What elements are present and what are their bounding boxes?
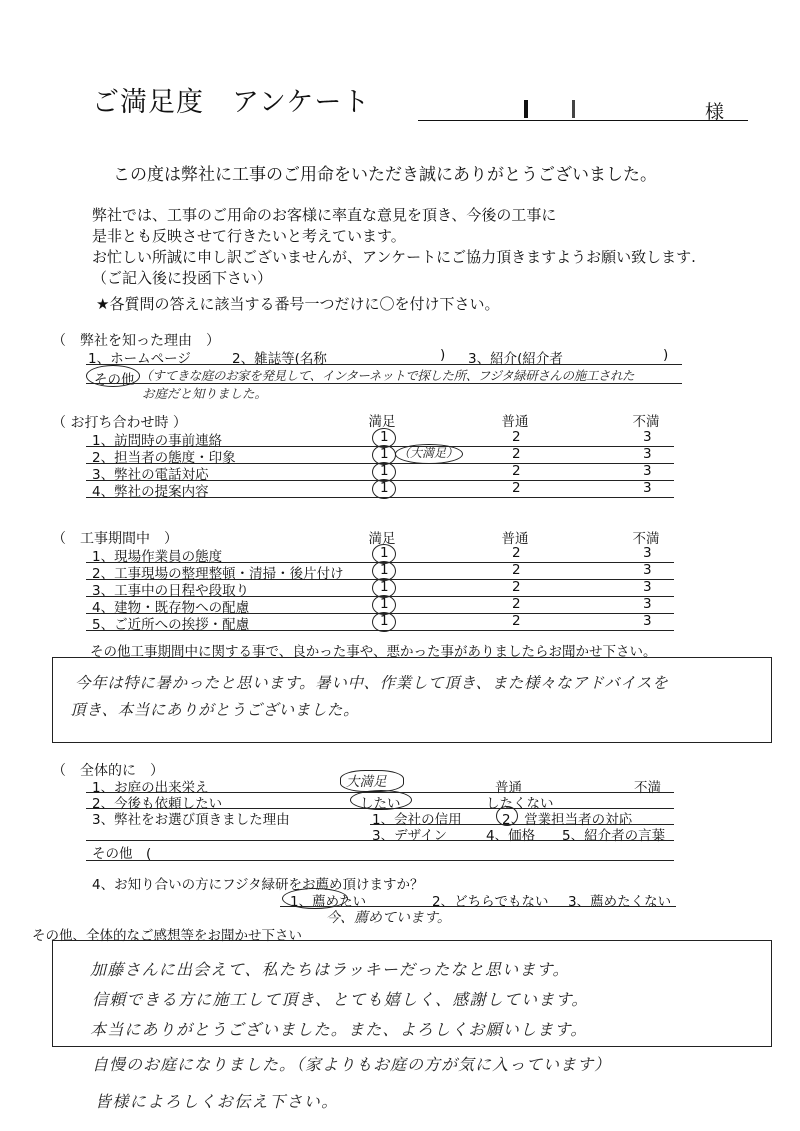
rating-3[interactable]: 3	[643, 446, 652, 462]
row-underline	[86, 840, 674, 841]
handwritten-rating: 大満足	[346, 774, 387, 790]
reason-text: 、営業担当者の対応	[510, 812, 633, 828]
rating-2[interactable]: 2	[512, 429, 521, 445]
page-title: ご満足度 アンケート	[92, 87, 371, 118]
overall-row-label: 1、お庭の出来栄え	[92, 780, 209, 796]
honorific-label: 様	[705, 101, 725, 123]
option-other[interactable]: その他	[94, 372, 135, 388]
section-heading-overall: （ 全体的に ）	[52, 763, 164, 779]
construction-row-label: 2、工事現場の整理整頓・清掃・後片付け	[92, 566, 344, 582]
rating-3[interactable]: 3	[643, 545, 652, 561]
instruction-text: ★各質問の答えに該当する番号一つだけに〇を付け下さい。	[96, 295, 500, 313]
col-normal: 普通	[501, 531, 529, 547]
request-again-yes[interactable]: したい	[360, 796, 401, 812]
reason-number: 2	[502, 812, 511, 828]
request-again-no[interactable]: したくない	[486, 796, 554, 812]
rating-3[interactable]: 3	[643, 596, 652, 612]
col-satisfied: 満足	[368, 531, 396, 547]
rating-2[interactable]: 2	[512, 480, 521, 496]
meeting-row-label: 4、弊社の提案内容	[92, 484, 209, 500]
construction-row-label: 3、工事中の日程や段取り	[92, 583, 250, 599]
handwritten-comment: 今年は特に暑かったと思います。暑い中、作業して頂き、また様々なアドバイスを	[75, 674, 669, 692]
reason-option[interactable]: 4、価格	[486, 828, 536, 844]
option-referral[interactable]: 3、紹介(紹介者	[468, 351, 563, 367]
rating-2[interactable]: 2	[512, 596, 521, 612]
rating-3[interactable]: 3	[643, 562, 652, 578]
paren-close: )	[440, 347, 446, 363]
row-underline	[86, 383, 682, 384]
section-heading-meeting: （ お打ち合わせ時 ）	[52, 415, 187, 431]
selected-circle	[340, 770, 404, 792]
col-unsatisfied: 不満	[632, 414, 660, 430]
rating-1[interactable]: 1	[380, 579, 389, 595]
rating-3[interactable]: 3	[643, 579, 652, 595]
recommend-option[interactable]: 2、どちらでもない	[432, 894, 549, 910]
col-unsatisfied: 不満	[632, 531, 660, 547]
handwritten-recommend: 今、薦めています。	[326, 910, 451, 926]
section-heading-how-found: （ 弊社を知った理由 ）	[52, 333, 220, 349]
handwritten-extra: 自慢のお庭になりました。（家よりもお庭の方が気に入っています）	[92, 1055, 612, 1074]
other-label: その他 (	[92, 846, 152, 862]
note-circle	[395, 444, 463, 464]
rating-1[interactable]: 1	[380, 480, 389, 496]
handwritten-comment: 頂き、本当にありがとうございました。	[70, 701, 360, 719]
rating-3[interactable]: 3	[643, 463, 652, 479]
reason-option[interactable]: 5、紹介者の言葉	[562, 828, 666, 844]
rating-2[interactable]: 2	[512, 579, 521, 595]
rating-3[interactable]: 3	[643, 429, 652, 445]
rating-1[interactable]: 1	[380, 463, 389, 479]
recommend-question: 4、お知り合いの方にフジタ緑研をお薦め頂けますか？	[92, 877, 424, 893]
handwritten-final: 加藤さんに出会えて、私たちはラッキーだったなと思います。	[90, 960, 570, 979]
paren-close: )	[663, 347, 669, 363]
rating-1[interactable]: 1	[380, 429, 389, 445]
overall-row-label: 3、弊社をお選び頂きました理由	[92, 812, 290, 828]
meeting-row-label: 2、担当者の態度・印象	[92, 450, 236, 466]
handwritten-final: 本当にありがとうございました。また、よろしくお願いします。	[90, 1020, 588, 1039]
rating-3[interactable]: 3	[643, 613, 652, 629]
thanks-line: この度は弊社に工事のご用命をいただき誠にありがとうございました。	[113, 165, 657, 185]
rating-2[interactable]: 2	[512, 613, 521, 629]
handwritten-final: 信頼できる方に施工して頂き、とても嬉しく、感謝しています。	[92, 990, 589, 1009]
handwritten-extra: 皆様によろしくお伝え下さい。	[95, 1092, 339, 1111]
overall-row-label: 2、今後も依頼したい	[92, 796, 223, 812]
rating-2[interactable]: 2	[512, 463, 521, 479]
handwritten-reason-cont: お庭だと知りました。	[142, 386, 268, 401]
meeting-row-label: 1、訪問時の事前連絡	[92, 433, 223, 449]
customer-name-line	[418, 120, 748, 121]
row-underline	[86, 860, 674, 861]
meeting-row-label: 3、弊社の電話対応	[92, 467, 209, 483]
rating-1[interactable]: 1	[380, 446, 389, 462]
comment-prompt: その他工事期間中に関する事で、良かった事や、悪かった事がありましたらお聞かせ下さい。	[90, 644, 657, 660]
construction-row-label: 1、現場作業員の態度	[92, 549, 223, 565]
reason-option[interactable]: 3、デザイン	[372, 828, 448, 844]
rating-1[interactable]: 1	[380, 613, 389, 629]
selected-circle	[372, 612, 396, 632]
intro-line: お忙しい所誠に申し訳ございませんが、アンケートにご協力頂きますようお願い致します.	[92, 248, 696, 266]
construction-row-label: 4、建物・既存物への配慮	[92, 600, 250, 616]
overall-unsatisfied[interactable]: 不満	[634, 780, 661, 796]
selected-circle	[350, 790, 412, 810]
handwritten-note: （大満足）	[398, 446, 459, 460]
option-magazine[interactable]: 2、雑誌等(名称	[232, 351, 327, 367]
recommend-option[interactable]: 3、薦めたくない	[568, 894, 672, 910]
rating-2[interactable]: 2	[512, 562, 521, 578]
col-satisfied: 満足	[368, 414, 396, 430]
col-normal: 普通	[501, 414, 529, 430]
row-underline	[86, 364, 682, 365]
final-prompt: その他、全体的なご感想等をお聞かせ下さい	[32, 928, 302, 944]
rating-1[interactable]: 1	[380, 562, 389, 578]
rating-3[interactable]: 3	[643, 480, 652, 496]
intro-line: （ご記入後に投函下さい）	[92, 269, 273, 287]
rating-1[interactable]: 1	[380, 545, 389, 561]
selected-circle	[372, 479, 396, 499]
section-heading-construction: （ 工事期間中 ）	[52, 531, 178, 547]
rating-2[interactable]: 2	[512, 545, 521, 561]
rating-1[interactable]: 1	[380, 596, 389, 612]
reason-option[interactable]: 1、会社の信用	[372, 812, 462, 828]
recommend-option[interactable]: 1、薦めたい	[290, 894, 367, 910]
intro-line: 是非とも反映させて行きたいと考えています。	[92, 227, 406, 245]
intro-line: 弊社では、工事のご用命のお客様に率直な意見を頂き、今後の工事に	[92, 206, 557, 224]
construction-row-label: 5、ご近所への挨拶・配慮	[92, 617, 250, 633]
intro-text	[92, 205, 696, 289]
rating-2[interactable]: 2	[512, 446, 521, 462]
redacted-name	[524, 100, 575, 118]
selected-circle	[496, 806, 518, 826]
overall-normal[interactable]: 普通	[495, 780, 522, 796]
handwritten-reason: （すてきな庭のお家を発見して、インターネットで探した所、フジタ緑研さんの施工された	[140, 368, 635, 383]
option-homepage[interactable]: 1、ホームページ	[88, 351, 191, 367]
